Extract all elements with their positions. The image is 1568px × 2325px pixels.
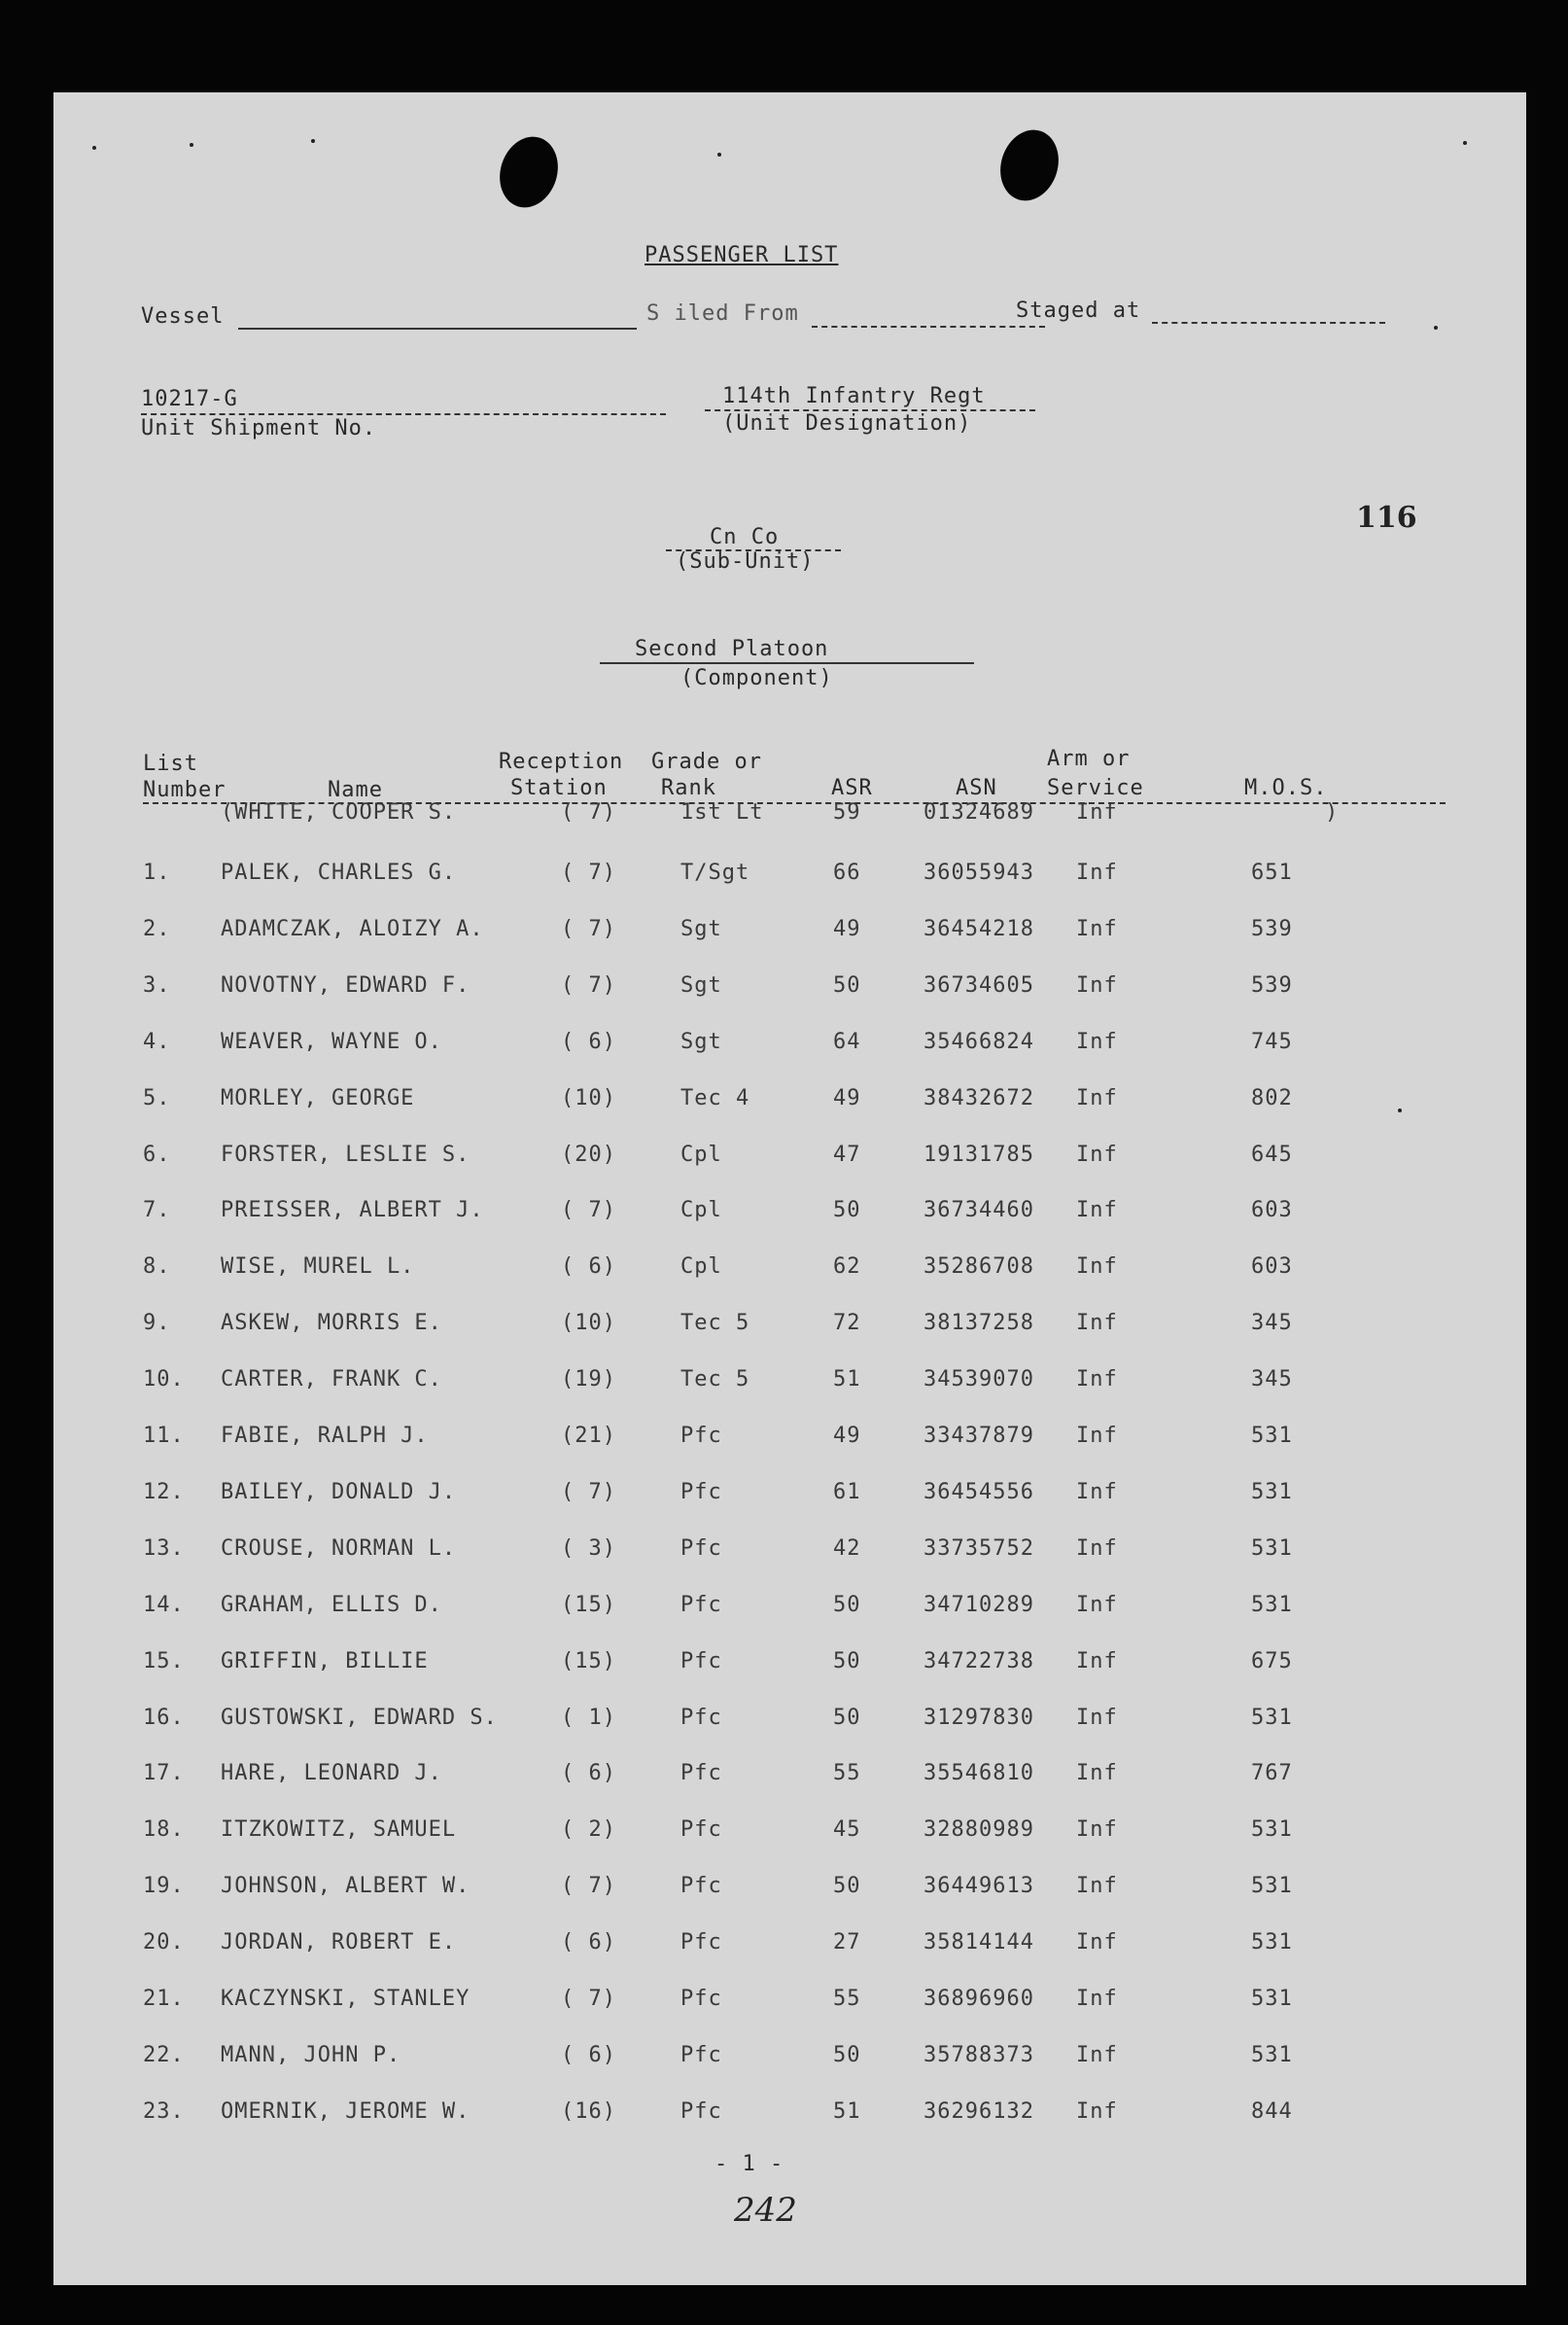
col-arm-2: Service — [1047, 776, 1144, 800]
row-mos: 675 — [1251, 1649, 1293, 1673]
sub-unit-label: (Sub-Unit) — [676, 549, 815, 574]
table-row — [53, 1086, 1526, 1121]
row-asn: 38137258 — [923, 1311, 1034, 1335]
col-asn: ASN — [956, 776, 997, 800]
row-asr: 50 — [833, 1649, 861, 1673]
row-grade: Tec 5 — [680, 1311, 750, 1335]
table-row — [53, 1930, 1526, 1965]
row-asr: 62 — [833, 1254, 861, 1279]
officer-mos: ) — [1325, 800, 1340, 825]
row-number: 18. — [143, 1817, 185, 1842]
col-list-number-1: List — [143, 752, 198, 776]
row-asr: 50 — [833, 1593, 861, 1617]
row-mos: 531 — [1251, 1593, 1293, 1617]
row-asn: 36449613 — [923, 1874, 1034, 1898]
row-asr: 72 — [833, 1311, 861, 1335]
row-station: ( 6) — [561, 1030, 616, 1054]
row-asr: 50 — [833, 1706, 861, 1730]
row-arm: Inf — [1076, 2043, 1118, 2067]
row-number: 4. — [143, 1030, 171, 1054]
row-asr: 50 — [833, 1874, 861, 1898]
row-grade: Pfc — [680, 1706, 722, 1730]
row-asr: 66 — [833, 861, 861, 885]
document-page — [53, 92, 1526, 2285]
row-arm: Inf — [1076, 861, 1118, 885]
row-number: 19. — [143, 1874, 185, 1898]
row-number: 15. — [143, 1649, 185, 1673]
row-asn: 35286708 — [923, 1254, 1034, 1279]
row-name: JOHNSON, ALBERT W. — [221, 1874, 470, 1898]
row-asr: 49 — [833, 1424, 861, 1448]
row-grade: Pfc — [680, 1817, 722, 1842]
row-grade: Pfc — [680, 1424, 722, 1448]
col-reception-1: Reception — [499, 750, 624, 774]
row-arm: Inf — [1076, 1761, 1118, 1785]
row-arm: Inf — [1076, 1030, 1118, 1054]
row-arm: Inf — [1076, 1593, 1118, 1617]
row-asn: 32880989 — [923, 1817, 1034, 1842]
speck — [1434, 326, 1438, 330]
row-station: (21) — [561, 1424, 616, 1448]
table-row — [53, 1649, 1526, 1684]
row-name: WEAVER, WAYNE O. — [221, 1030, 442, 1054]
row-name: MORLEY, GEORGE — [221, 1086, 415, 1110]
row-grade: Pfc — [680, 1536, 722, 1561]
speck — [717, 153, 721, 157]
row-arm: Inf — [1076, 1480, 1118, 1504]
row-grade: Cpl — [680, 1143, 722, 1167]
table-row — [53, 973, 1526, 1008]
row-name: PREISSER, ALBERT J. — [221, 1198, 484, 1222]
row-asn: 38432672 — [923, 1086, 1034, 1110]
row-arm: Inf — [1076, 2099, 1118, 2124]
punch-hole-right — [992, 123, 1067, 208]
row-asr: 27 — [833, 1930, 861, 1955]
row-mos: 645 — [1251, 1143, 1293, 1167]
row-station: ( 7) — [561, 1198, 616, 1222]
row-mos: 531 — [1251, 1706, 1293, 1730]
row-asn: 34710289 — [923, 1593, 1034, 1617]
row-station: ( 2) — [561, 1817, 616, 1842]
row-mos: 603 — [1251, 1198, 1293, 1222]
row-station: ( 3) — [561, 1536, 616, 1561]
row-arm: Inf — [1076, 1311, 1118, 1335]
row-mos: 844 — [1251, 2099, 1293, 2124]
unit-shipment-number: 10217-G — [141, 387, 238, 411]
sub-unit: Cn Co — [710, 525, 780, 549]
row-arm: Inf — [1076, 1198, 1118, 1222]
row-name: PALEK, CHARLES G. — [221, 861, 457, 885]
speck — [311, 139, 315, 143]
col-reception-2: Station — [510, 776, 608, 800]
row-grade: Pfc — [680, 1987, 722, 2011]
row-arm: Inf — [1076, 1143, 1118, 1167]
row-name: HARE, LEONARD J. — [221, 1761, 442, 1785]
row-number: 9. — [143, 1311, 171, 1335]
table-row — [53, 1987, 1526, 2022]
row-arm: Inf — [1076, 1536, 1118, 1561]
table-row — [53, 1367, 1526, 1402]
staged-at-label: Staged at — [1016, 299, 1141, 323]
row-name: GRAHAM, ELLIS D. — [221, 1593, 442, 1617]
table-row — [53, 917, 1526, 952]
row-name: JORDAN, ROBERT E. — [221, 1930, 457, 1955]
row-name: GRIFFIN, BILLIE — [221, 1649, 429, 1673]
unit-shipment-label: Unit Shipment No. — [141, 416, 377, 440]
row-asr: 55 — [833, 1987, 861, 2011]
unit-shipment-line — [141, 413, 666, 415]
row-name: CROUSE, NORMAN L. — [221, 1536, 457, 1561]
row-grade: Cpl — [680, 1198, 722, 1222]
row-asn: 35546810 — [923, 1761, 1034, 1785]
officer-row — [53, 800, 1526, 835]
row-station: (20) — [561, 1143, 616, 1167]
table-row — [53, 861, 1526, 896]
row-asr: 55 — [833, 1761, 861, 1785]
row-name: FORSTER, LESLIE S. — [221, 1143, 470, 1167]
row-arm: Inf — [1076, 1987, 1118, 2011]
row-station: (10) — [561, 1086, 616, 1110]
row-mos: 745 — [1251, 1030, 1293, 1054]
table-row — [53, 1030, 1526, 1065]
punch-hole-left — [491, 129, 567, 215]
row-grade: Pfc — [680, 1874, 722, 1898]
row-grade: Tec 5 — [680, 1367, 750, 1391]
row-station: ( 6) — [561, 1254, 616, 1279]
sailed-from-line — [812, 326, 1045, 328]
document-title: PASSENGER LIST — [645, 243, 839, 267]
row-asn: 34722738 — [923, 1649, 1034, 1673]
row-number: 20. — [143, 1930, 185, 1955]
speck — [190, 143, 193, 147]
row-number: 13. — [143, 1536, 185, 1561]
row-station: ( 6) — [561, 1761, 616, 1785]
row-asn: 36454218 — [923, 917, 1034, 941]
table-row — [53, 1198, 1526, 1233]
row-number: 22. — [143, 2043, 185, 2067]
row-asr: 50 — [833, 973, 861, 998]
table-row — [53, 1817, 1526, 1852]
officer-station: ( 7) — [561, 800, 616, 825]
row-grade: Pfc — [680, 1761, 722, 1785]
table-row — [53, 1424, 1526, 1459]
row-name: MANN, JOHN P. — [221, 2043, 401, 2067]
row-asr: 47 — [833, 1143, 861, 1167]
row-grade: Pfc — [680, 2043, 722, 2067]
row-arm: Inf — [1076, 1424, 1118, 1448]
row-asn: 36296132 — [923, 2099, 1034, 2124]
row-station: ( 7) — [561, 861, 616, 885]
row-number: 23. — [143, 2099, 185, 2124]
staged-at-line — [1152, 322, 1385, 324]
row-arm: Inf — [1076, 1874, 1118, 1898]
row-mos: 531 — [1251, 1424, 1293, 1448]
row-station: ( 7) — [561, 1987, 616, 2011]
row-number: 17. — [143, 1761, 185, 1785]
col-grade-1: Grade or — [651, 750, 762, 774]
table-row — [53, 1480, 1526, 1515]
row-number: 7. — [143, 1198, 171, 1222]
row-name: FABIE, RALPH J. — [221, 1424, 429, 1448]
row-mos: 345 — [1251, 1311, 1293, 1335]
row-asr: 64 — [833, 1030, 861, 1054]
row-grade: Pfc — [680, 1930, 722, 1955]
row-arm: Inf — [1076, 1086, 1118, 1110]
component-line — [600, 662, 974, 664]
row-mos: 539 — [1251, 917, 1293, 941]
component: Second Platoon — [635, 637, 829, 661]
row-number: 12. — [143, 1480, 185, 1504]
table-row — [53, 2099, 1526, 2134]
component-label: (Component) — [680, 666, 833, 690]
row-station: (15) — [561, 1593, 616, 1617]
row-asn: 19131785 — [923, 1143, 1034, 1167]
sailed-from-label: S iled From — [646, 301, 799, 326]
row-grade: Sgt — [680, 917, 722, 941]
col-list-number-2: Number — [143, 778, 226, 802]
col-grade-2: Rank — [661, 776, 716, 800]
table-row — [53, 1761, 1526, 1796]
officer-name: (WHITE, COOPER S. — [221, 800, 457, 825]
row-number: 2. — [143, 917, 171, 941]
table-row — [53, 1706, 1526, 1741]
row-station: ( 7) — [561, 1874, 616, 1898]
row-asr: 42 — [833, 1536, 861, 1561]
col-asr: ASR — [831, 776, 873, 800]
row-mos: 531 — [1251, 1874, 1293, 1898]
row-asr: 51 — [833, 2099, 861, 2124]
officer-asr: 59 — [833, 800, 861, 825]
row-arm: Inf — [1076, 1367, 1118, 1391]
row-asn: 36896960 — [923, 1987, 1034, 2011]
table-row — [53, 1143, 1526, 1178]
row-asn: 34539070 — [923, 1367, 1034, 1391]
row-arm: Inf — [1076, 1254, 1118, 1279]
sheet-number: 116 — [1356, 501, 1417, 535]
row-mos: 531 — [1251, 1480, 1293, 1504]
unit-designation-label: (Unit Designation) — [722, 411, 972, 436]
row-name: GUSTOWSKI, EDWARD S. — [221, 1706, 498, 1730]
row-number: 10. — [143, 1367, 185, 1391]
row-grade: Cpl — [680, 1254, 722, 1279]
speck — [1463, 141, 1467, 145]
row-asr: 51 — [833, 1367, 861, 1391]
row-name: CARTER, FRANK C. — [221, 1367, 442, 1391]
table-row — [53, 1311, 1526, 1346]
row-name: KACZYNSKI, STANLEY — [221, 1987, 470, 2011]
row-number: 14. — [143, 1593, 185, 1617]
row-arm: Inf — [1076, 1649, 1118, 1673]
row-mos: 531 — [1251, 2043, 1293, 2067]
row-asn: 36734460 — [923, 1198, 1034, 1222]
row-number: 11. — [143, 1424, 185, 1448]
row-asn: 36454556 — [923, 1480, 1034, 1504]
row-mos: 603 — [1251, 1254, 1293, 1279]
row-grade: Tec 4 — [680, 1086, 750, 1110]
table-row — [53, 1593, 1526, 1628]
row-station: (15) — [561, 1649, 616, 1673]
row-asn: 36734605 — [923, 973, 1034, 998]
col-mos: M.O.S. — [1244, 776, 1328, 800]
row-name: BAILEY, DONALD J. — [221, 1480, 457, 1504]
row-number: 16. — [143, 1706, 185, 1730]
row-station: ( 7) — [561, 973, 616, 998]
row-asn: 33735752 — [923, 1536, 1034, 1561]
row-number: 5. — [143, 1086, 171, 1110]
row-number: 1. — [143, 861, 171, 885]
row-name: ASKEW, MORRIS E. — [221, 1311, 442, 1335]
row-asn: 31297830 — [923, 1706, 1034, 1730]
table-row — [53, 1254, 1526, 1289]
row-number: 21. — [143, 1987, 185, 2011]
page-number: - 1 - — [714, 2152, 784, 2176]
table-row — [53, 1874, 1526, 1909]
row-number: 8. — [143, 1254, 171, 1279]
row-arm: Inf — [1076, 973, 1118, 998]
row-asr: 49 — [833, 1086, 861, 1110]
row-mos: 651 — [1251, 861, 1293, 885]
row-mos: 531 — [1251, 1817, 1293, 1842]
row-name: ADAMCZAK, ALOIZY A. — [221, 917, 484, 941]
row-grade: Sgt — [680, 1030, 722, 1054]
row-grade: T/Sgt — [680, 861, 750, 885]
row-asn: 35466824 — [923, 1030, 1034, 1054]
row-number: 6. — [143, 1143, 171, 1167]
officer-grade: 1st Lt — [680, 800, 764, 825]
row-asn: 35788373 — [923, 2043, 1034, 2067]
row-mos: 767 — [1251, 1761, 1293, 1785]
officer-arm: Inf — [1076, 800, 1118, 825]
table-row — [53, 1536, 1526, 1571]
row-mos: 531 — [1251, 1930, 1293, 1955]
table-row — [53, 2043, 1526, 2078]
row-mos: 531 — [1251, 1536, 1293, 1561]
row-station: ( 7) — [561, 917, 616, 941]
row-asn: 36055943 — [923, 861, 1034, 885]
vessel-label: Vessel — [141, 304, 225, 329]
vessel-line — [238, 328, 637, 330]
row-grade: Pfc — [680, 2099, 722, 2124]
row-mos: 802 — [1251, 1086, 1293, 1110]
row-station: ( 1) — [561, 1706, 616, 1730]
row-station: ( 6) — [561, 1930, 616, 1955]
row-grade: Pfc — [680, 1649, 722, 1673]
row-asr: 50 — [833, 1198, 861, 1222]
row-grade: Pfc — [680, 1480, 722, 1504]
row-arm: Inf — [1076, 917, 1118, 941]
row-arm: Inf — [1076, 1706, 1118, 1730]
row-number: 3. — [143, 973, 171, 998]
row-arm: Inf — [1076, 1817, 1118, 1842]
row-asr: 50 — [833, 2043, 861, 2067]
row-station: (10) — [561, 1311, 616, 1335]
row-asn: 33437879 — [923, 1424, 1034, 1448]
row-asr: 45 — [833, 1817, 861, 1842]
row-asr: 49 — [833, 917, 861, 941]
row-station: ( 7) — [561, 1480, 616, 1504]
row-asr: 61 — [833, 1480, 861, 1504]
row-mos: 539 — [1251, 973, 1293, 998]
officer-asn: 01324689 — [923, 800, 1034, 825]
row-station: ( 6) — [561, 2043, 616, 2067]
unit-designation: 114th Infantry Regt — [722, 384, 986, 408]
col-arm-1: Arm or — [1047, 747, 1131, 771]
row-mos: 531 — [1251, 1987, 1293, 2011]
row-station: (16) — [561, 2099, 616, 2124]
row-mos: 345 — [1251, 1367, 1293, 1391]
row-name: WISE, MUREL L. — [221, 1254, 415, 1279]
row-name: OMERNIK, JEROME W. — [221, 2099, 470, 2124]
row-grade: Sgt — [680, 973, 722, 998]
row-name: NOVOTNY, EDWARD F. — [221, 973, 470, 998]
speck — [92, 146, 96, 150]
row-arm: Inf — [1076, 1930, 1118, 1955]
row-asn: 35814144 — [923, 1930, 1034, 1955]
row-name: ITZKOWITZ, SAMUEL — [221, 1817, 457, 1842]
row-station: (19) — [561, 1367, 616, 1391]
row-grade: Pfc — [680, 1593, 722, 1617]
handwritten-note: 242 — [734, 2191, 797, 2230]
col-name: Name — [328, 778, 383, 802]
